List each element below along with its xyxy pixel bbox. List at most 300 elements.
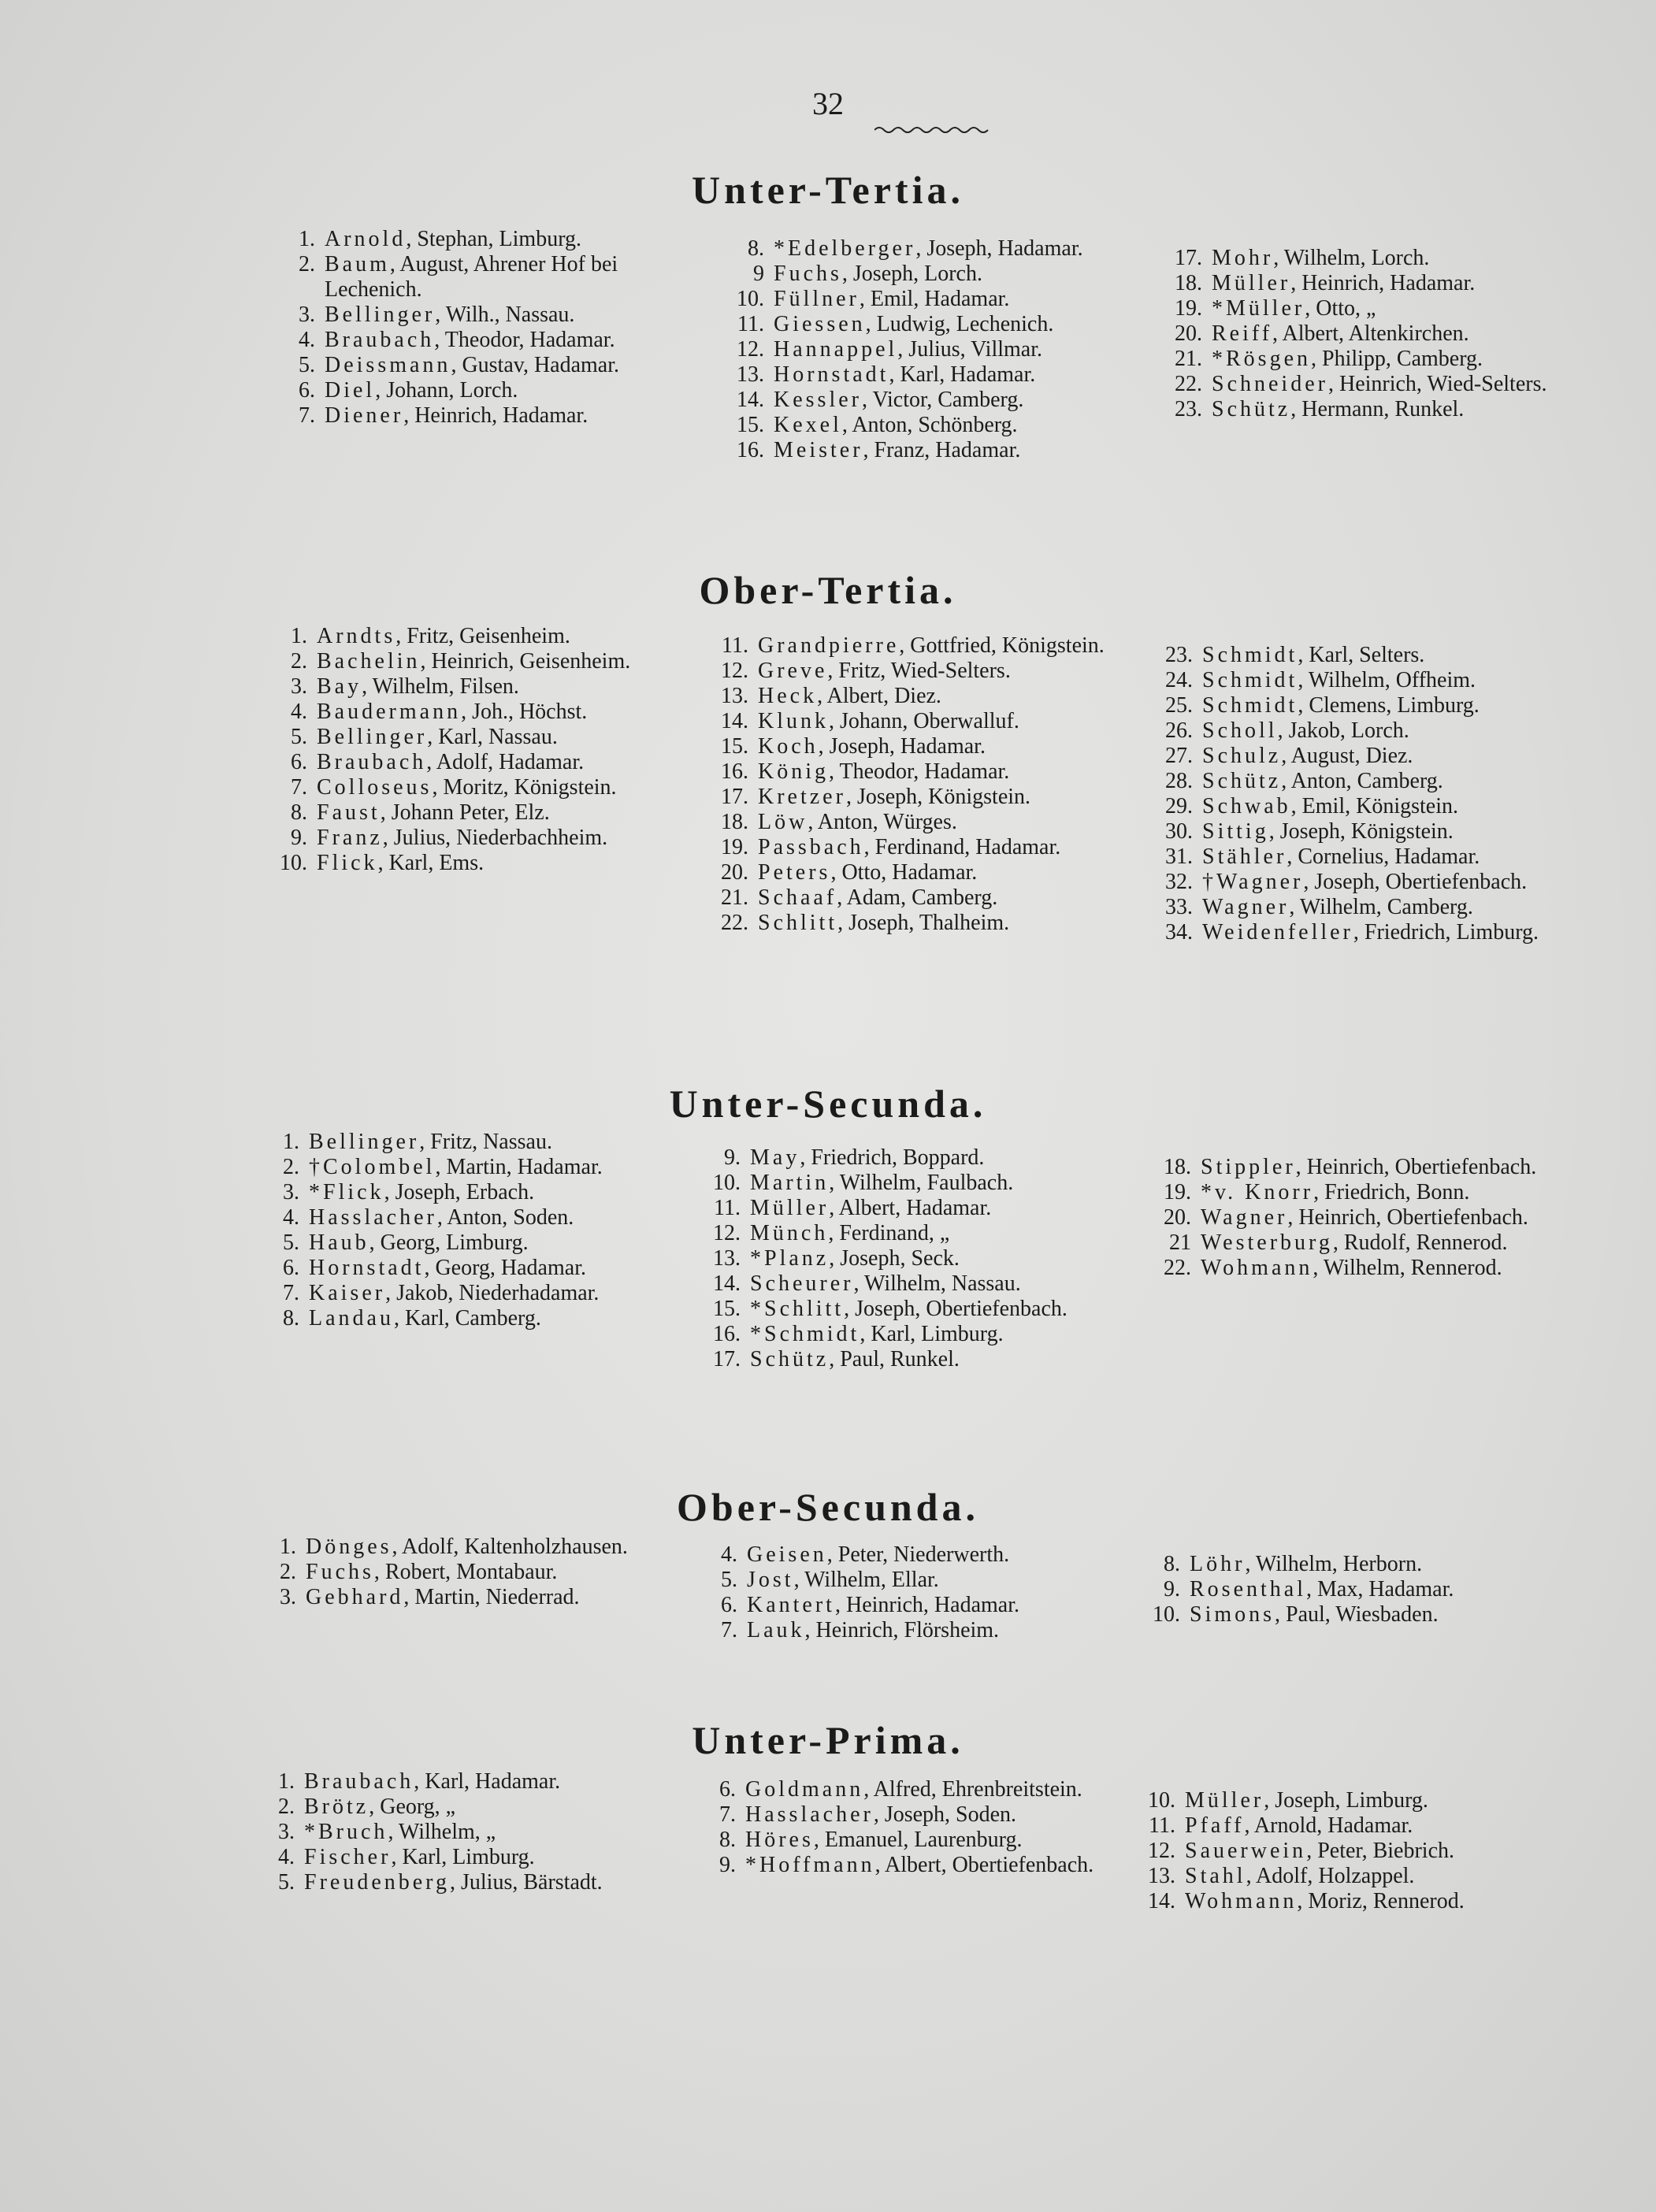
entry-number: 26. <box>1165 718 1193 743</box>
student-entry <box>257 1535 666 1560</box>
student-surname: Kessler <box>774 388 862 412</box>
entry-number: 19. <box>721 835 748 859</box>
student-surname: Peters <box>758 860 831 885</box>
student-surname: Passbach <box>758 835 864 859</box>
student-surname: Westerburg <box>1201 1230 1333 1255</box>
student-entry <box>701 1196 1127 1221</box>
student-surname: Mohr <box>1212 246 1274 270</box>
entry-number: 16. <box>737 438 764 462</box>
student-details: , Alfred, Ehrenbreitstein. <box>863 1777 1082 1802</box>
student-details: , Joseph, Seck. <box>829 1246 960 1271</box>
student-entry <box>1141 1602 1566 1627</box>
student-entry <box>255 1794 665 1820</box>
student-surname: Diel <box>325 378 376 403</box>
student-surname: Schmidt <box>1202 643 1298 667</box>
entry-number: 13. <box>1148 1864 1175 1888</box>
student-details: , Joseph, Hadamar. <box>915 236 1083 261</box>
student-entry <box>260 1230 670 1256</box>
entry-number: 7. <box>283 1281 299 1305</box>
entry-number: 11. <box>722 633 748 658</box>
entry-number: 9 <box>753 262 764 286</box>
student-surname: Löhr <box>1190 1552 1246 1576</box>
student-surname: Goldmann <box>745 1777 864 1802</box>
student-details: , Cornelius, Hadamar. <box>1287 844 1480 869</box>
student-surname: Gebhard <box>306 1585 404 1609</box>
student-entry <box>1163 397 1576 422</box>
student-details: , Emil, Hadamar. <box>859 287 1010 311</box>
student-details: , Adolf, Hadamar. <box>426 750 585 774</box>
student-details: , Martin, Hadamar. <box>435 1155 603 1179</box>
entry-number: 13. <box>713 1246 741 1271</box>
student-surname: Schwab <box>1202 794 1291 818</box>
student-entry <box>276 378 685 403</box>
student-entry <box>257 1585 666 1610</box>
entry-number: 12. <box>1148 1839 1175 1863</box>
student-entry <box>696 1853 1114 1878</box>
column-ober-tertia-1 <box>268 624 681 876</box>
student-surname: *Schmidt <box>750 1322 860 1346</box>
student-details: , Friedrich, Boppard. <box>800 1145 985 1170</box>
student-details: , Joseph, Soden. <box>873 1802 1017 1827</box>
entry-number: 10. <box>737 287 764 311</box>
student-entry <box>1153 744 1571 769</box>
student-details: , Moriz, Rennerod. <box>1297 1889 1465 1913</box>
student-surname: Baudermann <box>317 700 462 724</box>
student-details: , Heinrich, Obertiefenbach. <box>1295 1155 1537 1179</box>
entry-number: 28. <box>1165 769 1193 793</box>
student-entry <box>1153 870 1571 895</box>
student-details: , Emil, Königstein. <box>1290 794 1458 818</box>
student-details: , Anton, Schönberg. <box>841 413 1018 437</box>
student-details: , Franz, Hadamar. <box>863 438 1021 462</box>
student-surname: *v. Knorr <box>1201 1180 1314 1204</box>
student-surname: Braubach <box>317 750 427 774</box>
student-surname: Schmidt <box>1202 693 1298 718</box>
student-entry <box>1163 321 1576 347</box>
entry-number: 1. <box>299 227 315 251</box>
entry-number: 1. <box>280 1535 296 1559</box>
column-unter-secunda-1 <box>260 1130 670 1331</box>
column-ober-secunda-2 <box>698 1542 1123 1643</box>
column-unter-secunda-3 <box>1152 1155 1569 1281</box>
student-surname: *Edelberger <box>774 236 916 261</box>
entry-number: 12. <box>721 659 748 683</box>
student-surname: Weidenfeller <box>1202 920 1353 945</box>
student-surname: †Wagner <box>1202 870 1304 894</box>
student-surname: Kantert <box>747 1593 835 1617</box>
section-title-unter-tertia: Unter-Tertia. <box>692 168 964 212</box>
student-details: , Philipp, Camberg. <box>1311 347 1483 371</box>
entry-number: 15. <box>713 1297 741 1321</box>
student-details: , Peter, Niederwerth. <box>826 1542 1010 1567</box>
section-title-ober-tertia: Ober-Tertia. <box>699 568 957 612</box>
student-details: , Martin, Niederrad. <box>403 1585 580 1609</box>
entry-number: 2. <box>291 649 307 674</box>
student-details: , Julius, Niederbachheim. <box>382 826 608 850</box>
page-number: 32 <box>812 86 844 121</box>
student-entry <box>1141 1552 1566 1577</box>
student-surname: *Schlitt <box>750 1297 845 1321</box>
entry-number: 14. <box>737 388 764 412</box>
entry-number: 15. <box>737 413 764 437</box>
entry-number: 16. <box>713 1322 741 1346</box>
student-surname: Diener <box>325 403 404 428</box>
entry-number: 9. <box>724 1145 741 1170</box>
entry-number: 11. <box>737 312 764 336</box>
student-details: , Heinrich, Hadamar. <box>834 1593 1019 1617</box>
student-surname: Hannappel <box>774 337 898 362</box>
student-details: , Paul, Wiesbaden. <box>1275 1602 1439 1627</box>
student-entry <box>709 885 1127 911</box>
student-details: , Karl, Nassau. <box>427 725 558 749</box>
entry-number: 33. <box>1165 895 1193 919</box>
student-surname: Heck <box>758 684 818 708</box>
entry-number: 9. <box>291 826 307 850</box>
entry-number: 5. <box>299 353 315 377</box>
student-entry <box>268 700 681 725</box>
student-entry <box>725 388 1134 413</box>
student-surname: †Colombel <box>309 1155 436 1179</box>
entry-number: 24. <box>1165 668 1193 692</box>
student-surname: Pfaff <box>1185 1813 1245 1838</box>
student-surname: Greve <box>758 659 828 683</box>
student-details: , Wilhelm, Nassau. <box>853 1271 1021 1296</box>
entry-number: 2. <box>278 1794 295 1819</box>
student-details: , Johann, Lorch. <box>375 378 518 403</box>
student-surname: Scholl <box>1202 718 1278 743</box>
student-surname: Füllner <box>774 287 860 311</box>
student-entry <box>709 785 1127 810</box>
student-details: , Wilhelm, Faulbach. <box>829 1171 1014 1195</box>
student-surname: Simons <box>1190 1602 1275 1627</box>
student-details: , Heinrich, Flörsheim. <box>804 1618 1000 1642</box>
student-details: , Wilhelm, „ <box>388 1820 496 1844</box>
entry-number: 5. <box>283 1230 299 1255</box>
student-details: , Hermann, Runkel. <box>1290 397 1465 421</box>
student-entry <box>1152 1256 1569 1281</box>
student-entry <box>1136 1889 1569 1914</box>
student-surname: *Hoffmann <box>745 1853 875 1877</box>
entry-number: 30. <box>1165 819 1193 844</box>
entry-number: 22. <box>1164 1256 1191 1280</box>
entry-number: 14. <box>713 1271 741 1296</box>
column-ober-tertia-3 <box>1153 643 1571 945</box>
student-entry <box>709 911 1127 936</box>
student-surname: Wohmann <box>1185 1889 1298 1913</box>
student-entry <box>276 328 685 353</box>
student-surname: Braubach <box>304 1769 414 1794</box>
student-entry <box>701 1145 1127 1171</box>
student-entry <box>255 1845 665 1870</box>
entry-number: 13. <box>737 362 764 387</box>
student-entry <box>255 1820 665 1845</box>
student-entry <box>701 1347 1127 1372</box>
entry-number: 2. <box>280 1560 296 1584</box>
student-entry <box>725 287 1134 312</box>
student-details: , Joh., Höchst. <box>461 700 588 724</box>
student-details: , Ferdinand, Hadamar. <box>863 835 1061 859</box>
student-details: , Anton, Würges. <box>808 810 957 834</box>
student-surname: Müller <box>1212 271 1291 295</box>
student-entry <box>725 262 1134 287</box>
student-surname: Rosenthal <box>1190 1577 1306 1601</box>
student-entry <box>268 775 681 800</box>
student-surname: Schneider <box>1212 372 1328 396</box>
student-surname: Schütz <box>750 1347 830 1371</box>
entry-number: 29. <box>1165 794 1193 818</box>
student-surname: Müller <box>1185 1788 1264 1813</box>
student-entry <box>709 860 1127 885</box>
student-details: , Moritz, Königstein. <box>432 775 617 800</box>
student-surname: Bachelin <box>317 649 421 674</box>
student-surname: Bay <box>317 674 362 699</box>
student-entry <box>268 750 681 775</box>
student-entry <box>1153 668 1571 693</box>
student-details: , Arnold, Hadamar. <box>1244 1813 1413 1838</box>
student-details: , Johann, Oberwalluf. <box>829 709 1019 733</box>
student-surname: Flick <box>317 851 378 875</box>
student-details: , Ferdinand, „ <box>828 1221 950 1245</box>
student-entry <box>260 1281 670 1306</box>
entry-number: 7. <box>299 403 315 428</box>
student-entry <box>1163 246 1576 271</box>
student-details: , Wilhelm, Offheim. <box>1298 668 1476 692</box>
student-surname: Wagner <box>1202 895 1290 919</box>
entry-number: 7. <box>721 1618 737 1642</box>
entry-number: 8. <box>1164 1552 1180 1576</box>
student-entry <box>725 362 1134 388</box>
student-details: , Julius, Villmar. <box>897 337 1043 362</box>
entry-number: 8. <box>283 1306 299 1331</box>
column-ober-tertia-2 <box>709 633 1127 936</box>
entry-number: 1. <box>278 1769 295 1794</box>
student-details: , Rudolf, Rennerod. <box>1332 1230 1508 1255</box>
student-entry <box>1152 1155 1569 1180</box>
entry-number: 17. <box>713 1347 741 1371</box>
student-details: , Max, Hadamar. <box>1306 1577 1454 1601</box>
student-details: , Wilh., Nassau. <box>435 302 575 327</box>
student-surname: Arndts <box>317 624 396 648</box>
student-surname: Kaiser <box>309 1281 386 1305</box>
student-details: , Adolf, Kaltenholzhausen. <box>392 1535 628 1559</box>
student-surname: Scheurer <box>750 1271 854 1296</box>
column-unter-tertia-3 <box>1163 246 1576 422</box>
student-surname: Münch <box>750 1221 829 1245</box>
student-details: , Fritz, Geisenheim. <box>395 624 570 648</box>
student-details: , Heinrich, Wied-Selters. <box>1327 372 1547 396</box>
entry-number: 15. <box>721 734 748 759</box>
student-entry <box>1163 372 1576 397</box>
student-details: , Julius, Bärstadt. <box>450 1870 603 1895</box>
student-entry <box>260 1306 670 1331</box>
student-entry <box>1136 1813 1569 1839</box>
student-surname: Deissmann <box>325 353 451 377</box>
column-unter-prima-2 <box>696 1777 1114 1878</box>
entry-number: 10. <box>1153 1602 1180 1627</box>
column-unter-secunda-2 <box>701 1145 1127 1372</box>
column-unter-tertia-1 <box>276 227 685 429</box>
student-details: , Joseph, Thalheim. <box>837 911 1010 935</box>
student-surname: Bellinger <box>317 725 428 749</box>
student-details: , Joseph, Hadamar. <box>818 734 986 759</box>
student-surname: Müller <box>750 1196 830 1220</box>
student-surname: Schlitt <box>758 911 838 935</box>
student-details: , Stephan, Limburg. <box>406 227 582 251</box>
entry-number: 6. <box>721 1593 737 1617</box>
entry-number: 21 <box>1169 1230 1191 1255</box>
entry-number: 27. <box>1165 744 1193 768</box>
student-surname: Baum <box>325 252 390 276</box>
student-details: , Wilhelm, Camberg. <box>1289 895 1473 919</box>
student-details: , Fritz, Wied-Selters. <box>827 659 1011 683</box>
student-entry <box>698 1618 1123 1643</box>
student-details: , Karl, Hadamar. <box>889 362 1036 387</box>
entry-number: 18. <box>721 810 748 834</box>
student-details: , Adam, Camberg. <box>837 885 998 910</box>
entry-number: 5. <box>721 1568 737 1592</box>
student-entry <box>709 709 1127 734</box>
student-details: , Karl, Limburg. <box>391 1845 535 1869</box>
student-details: , Joseph, Limburg. <box>1264 1788 1428 1813</box>
entry-number: 8. <box>748 236 764 261</box>
student-entry <box>1152 1180 1569 1205</box>
student-entry <box>268 624 681 649</box>
entry-number: 12. <box>713 1221 741 1245</box>
student-surname: Arnold <box>325 227 407 251</box>
student-details: , Karl, Selters. <box>1298 643 1425 667</box>
entry-number: 20. <box>1164 1205 1191 1230</box>
entry-number: 1. <box>283 1130 299 1154</box>
student-surname: Schütz <box>1212 397 1291 421</box>
entry-number: 3. <box>278 1820 295 1844</box>
section-title-unter-secunda: Unter-Secunda. <box>669 1082 987 1126</box>
student-entry <box>709 835 1127 860</box>
student-details: , Robert, Montabaur. <box>373 1560 558 1584</box>
student-details: , Wilhelm, Filsen. <box>362 674 519 699</box>
student-entry <box>1163 347 1576 372</box>
student-surname: Landau <box>309 1306 394 1331</box>
entry-number: 21. <box>1175 347 1202 371</box>
student-details: , Jakob, Niederhadamar. <box>385 1281 600 1305</box>
student-details: , Gustav, Hadamar. <box>451 353 620 377</box>
student-entry <box>709 734 1127 759</box>
student-details: , Anton, Camberg. <box>1281 769 1443 793</box>
student-surname: Brötz <box>304 1794 369 1819</box>
entry-number: 10. <box>713 1171 741 1195</box>
student-details: , Ludwig, Lechenich. <box>865 312 1054 336</box>
student-details: , Joseph, Königstein. <box>1268 819 1454 844</box>
student-details: , Wilhelm, Herborn. <box>1245 1552 1423 1576</box>
student-surname: Schaaf <box>758 885 837 910</box>
student-details: , Paul, Runkel. <box>829 1347 960 1371</box>
student-surname: Geisen <box>747 1542 827 1567</box>
student-entry <box>276 302 685 328</box>
student-surname: Freudenberg <box>304 1870 450 1895</box>
student-details: , Heinrich, Hadamar. <box>1290 271 1476 295</box>
student-surname: Fuchs <box>774 262 842 286</box>
student-details: , Joseph, Obertiefenbach. <box>844 1297 1067 1321</box>
entry-number: 6. <box>299 378 315 403</box>
entry-number: 4. <box>721 1542 737 1567</box>
student-surname: Jost <box>747 1568 794 1592</box>
student-surname: Braubach <box>325 328 435 352</box>
student-entry <box>1153 844 1571 870</box>
student-entry <box>701 1221 1127 1246</box>
student-surname: Giessen <box>774 312 866 336</box>
student-entry <box>701 1271 1127 1297</box>
student-details: , Joseph, Königstein. <box>845 785 1031 809</box>
entry-number: 3. <box>299 302 315 327</box>
student-details: , Karl, Camberg. <box>393 1306 541 1331</box>
entry-number: 31. <box>1165 844 1193 869</box>
entry-number: 25. <box>1165 693 1193 718</box>
student-surname: Franz <box>317 826 383 850</box>
student-entry <box>701 1171 1127 1196</box>
student-entry <box>698 1593 1123 1618</box>
student-entry <box>701 1297 1127 1322</box>
student-surname: May <box>750 1145 800 1170</box>
student-surname: Wohmann <box>1201 1256 1313 1280</box>
entry-number: 20. <box>1175 321 1202 346</box>
student-details: , Albert, Hadamar. <box>829 1196 992 1220</box>
entry-number: 34. <box>1165 920 1193 945</box>
section-title-unter-prima: Unter-Prima. <box>692 1718 964 1762</box>
student-details: , Joseph, Obertiefenbach. <box>1303 870 1528 894</box>
entry-number: 13. <box>721 684 748 708</box>
entry-number: 2. <box>299 252 315 276</box>
student-details: , Fritz, Nassau. <box>419 1130 552 1154</box>
student-surname: Faust <box>317 800 381 825</box>
student-details: , August, Ahrener Hof bei Lechenich. <box>325 252 618 302</box>
student-details: , Otto, „ <box>1305 296 1376 321</box>
entry-number: 19. <box>1175 296 1202 321</box>
student-details: , Heinrich, Hadamar. <box>403 403 589 428</box>
student-entry <box>725 236 1134 262</box>
entry-number: 14. <box>721 709 748 733</box>
student-entry <box>1136 1864 1569 1889</box>
student-details: , Heinrich, Obertiefenbach. <box>1287 1205 1528 1230</box>
student-details: , Georg, „ <box>369 1794 456 1819</box>
student-surname: Stähler <box>1202 844 1287 869</box>
entry-number: 4. <box>299 328 315 352</box>
student-entry <box>709 684 1127 709</box>
student-surname: Reiff <box>1212 321 1273 346</box>
student-entry <box>268 826 681 851</box>
student-surname: Hasslacher <box>309 1205 437 1230</box>
student-details: , Victor, Camberg. <box>861 388 1024 412</box>
student-surname: *Bruch <box>304 1820 388 1844</box>
wavy-rule-ornament <box>874 124 993 135</box>
student-entry <box>1153 643 1571 668</box>
entry-number: 23. <box>1175 397 1202 421</box>
student-entry <box>1136 1839 1569 1864</box>
student-surname: Klunk <box>758 709 829 733</box>
entry-number: 18. <box>1164 1155 1191 1179</box>
student-surname: Höres <box>745 1828 814 1852</box>
student-surname: Grandpierre <box>758 633 900 658</box>
student-surname: Stahl <box>1185 1864 1246 1888</box>
student-details: , Anton, Soden. <box>436 1205 574 1230</box>
student-entry <box>1153 920 1571 945</box>
student-entry <box>709 659 1127 684</box>
entry-number: 1. <box>291 624 307 648</box>
entry-number: 3. <box>291 674 307 699</box>
student-entry <box>276 403 685 429</box>
student-details: , Gottfried, Königstein. <box>899 633 1105 658</box>
student-entry <box>698 1542 1123 1568</box>
student-entry <box>701 1322 1127 1347</box>
student-details: , Georg, Limburg. <box>369 1230 529 1255</box>
